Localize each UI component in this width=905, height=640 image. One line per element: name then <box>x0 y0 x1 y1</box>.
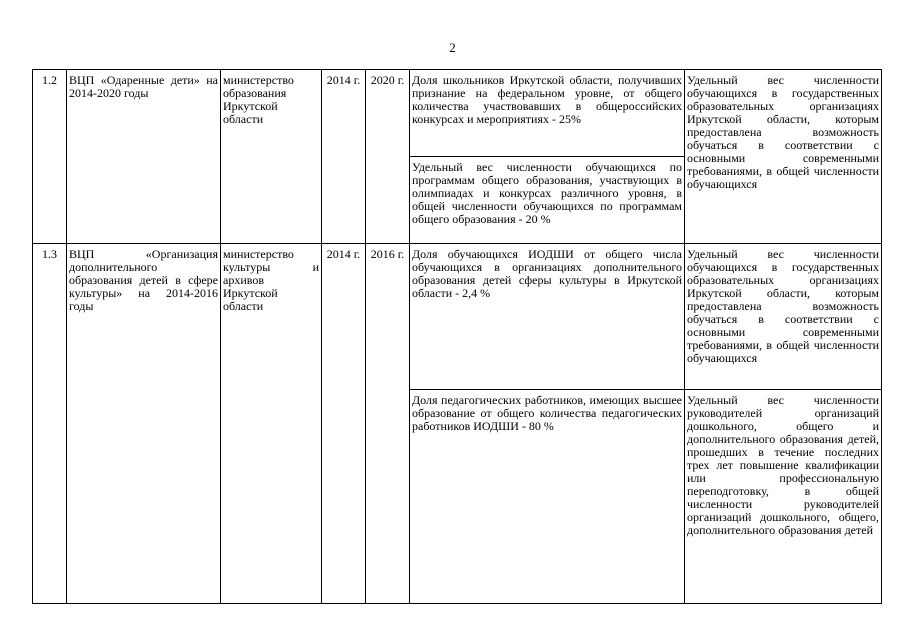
row-number: 1.2 <box>33 70 67 244</box>
indicator-cell: Удельный вес численности обучающихся по программам общего образования, участвующих в олимпиадах и конкурсах различного уровня, в общей численности обучающихся по программам общего образования - 20 % <box>410 157 685 244</box>
start-year: 2014 г. <box>322 70 366 244</box>
row-number: 1.3 <box>33 244 67 604</box>
program-name: ВЦП «Организация дополнительного образования детей в сфере культуры» на 2014-2016 годы <box>67 244 221 604</box>
table-row <box>33 70 882 157</box>
end-year: 2020 г. <box>366 70 410 244</box>
executor: министерство образования Иркутской области <box>221 70 322 244</box>
indicator-cell: Доля обучающихся ИОДШИ от общего числа обучающихся в организациях дополнительного образования детей сферы культуры в Иркутской области - 2,4 % <box>410 244 685 390</box>
indicator-cell: Доля школьников Иркутской области, получивших признание на федеральном уровне, от общего количества участвовавших в общероссийских конкурсах и мероприятиях - 25% <box>410 70 685 157</box>
page-number: 2 <box>449 40 456 55</box>
end-year: 2016 г. <box>366 244 410 604</box>
target-cell: Удельный вес численности руководителей организаций дошкольного, общего и дополнительного образования детей, прошедших в течение последних трех лет повышение квалификации или профессиональную переподготовку, в общей численности руководителей организаций дошкольного, общего, дополнительного образования детей <box>685 390 882 604</box>
indicator-cell: Доля педагогических работников, имеющих высшее образование от общего количества педагогических работников ИОДШИ - 80 % <box>410 390 685 604</box>
start-year: 2014 г. <box>322 244 366 604</box>
programs-table <box>32 69 882 604</box>
target-cell: Удельный вес численности обучающихся в государственных образовательных организациях Иркутской области, которым предоставлена возможность обучаться в соответствии с основными современными требованиями, в общей численности обучающихся <box>685 244 882 390</box>
program-name: ВЦП «Одаренные дети» на 2014-2020 годы <box>67 70 221 244</box>
target-cell: Удельный вес численности обучающихся в государственных образовательных организациях Иркутской области, которым предоставлена возможность обучаться в соответствии с основными современными требованиями, в общей численности обучающихся <box>685 70 882 244</box>
executor: министерство культуры и архивов Иркутской области <box>221 244 322 604</box>
table-row <box>33 244 882 390</box>
